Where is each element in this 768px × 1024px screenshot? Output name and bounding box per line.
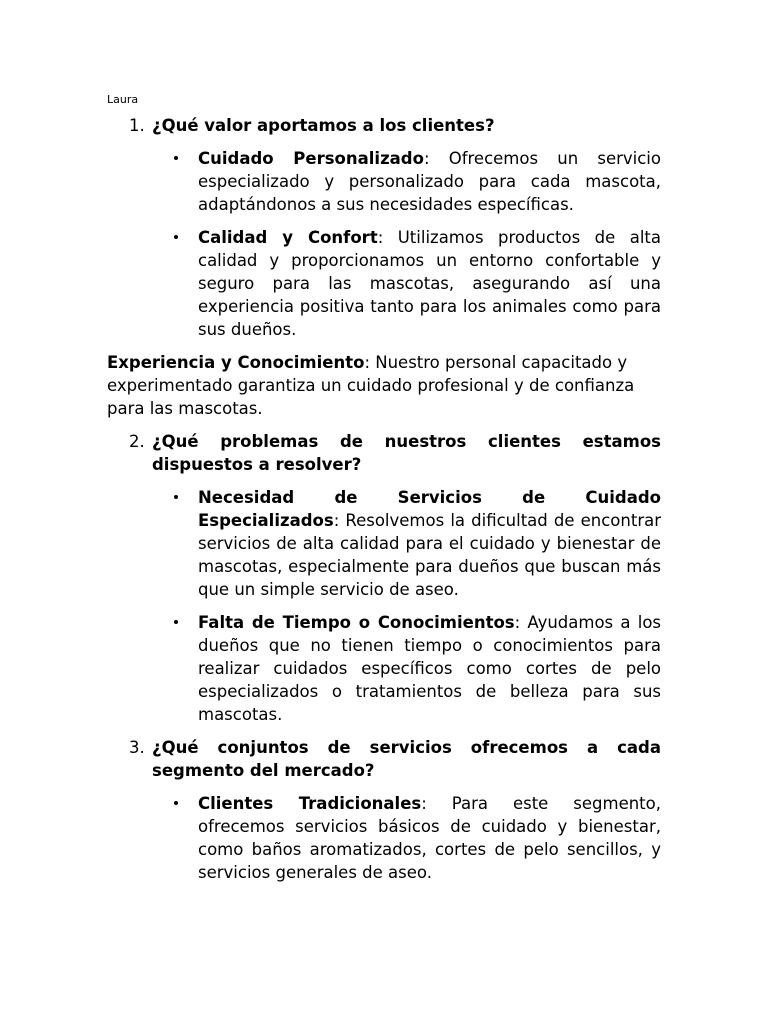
bullet-list bbox=[107, 147, 661, 341]
bullet-title: Cuidado Personalizado bbox=[198, 149, 424, 168]
document-page bbox=[107, 92, 661, 894]
paragraph bbox=[107, 351, 661, 420]
author-name: Laura bbox=[107, 93, 139, 106]
bullet-icon bbox=[107, 611, 198, 726]
bullet-icon bbox=[107, 792, 198, 884]
question-text: ¿Qué problemas de nuestros clientes estamos dispuestos a resolver? bbox=[152, 432, 661, 474]
bullet-text: : Resolvemos la dificultad de encontrar servicios de alta calidad para el cuidado y bienestar de mascotas, especialmente para dueños que buscan más que un simple servicio de aseo. bbox=[198, 511, 661, 599]
list-item bbox=[107, 147, 661, 216]
bullet-icon bbox=[107, 486, 198, 601]
question-number: 2. bbox=[129, 432, 145, 451]
bullet-title: Necesidad de Servicios de Cuidado Especializados bbox=[198, 488, 661, 530]
list-item bbox=[107, 486, 661, 601]
list-item bbox=[107, 611, 661, 726]
bullet-text: : Utilizamos productos de alta calidad y proporcionamos un entorno confortable y seguro para las mascotas, asegurando así una experiencia positiva tanto para los animales como para sus dueños. bbox=[198, 228, 661, 339]
list-item bbox=[107, 226, 661, 341]
bullet-icon bbox=[107, 147, 198, 216]
bullet-icon bbox=[107, 226, 198, 341]
question-text: ¿Qué valor aportamos a los clientes? bbox=[152, 116, 495, 135]
question-3 bbox=[107, 736, 661, 782]
bullet-list bbox=[107, 486, 661, 726]
bullet-text: : Ayudamos a los dueños que no tienen tiempo o conocimientos para realizar cuidados específicos como cortes de pelo especializados o tratamientos de belleza para sus mascotas. bbox=[198, 613, 662, 724]
paragraph-title: Experiencia y Conocimiento bbox=[107, 353, 365, 372]
question-2 bbox=[107, 430, 661, 476]
bullet-text: : Para este segmento, ofrecemos servicios básicos de cuidado y bienestar, como baños aromatizados, cortes de pelo sencillos, y servicios generales de aseo. bbox=[198, 794, 661, 882]
bullet-list bbox=[107, 792, 661, 884]
paragraph-text: : Nuestro personal capacitado y experimentado garantiza un cuidado profesional y de confianza para las mascotas. bbox=[107, 353, 635, 418]
question-number: 3. bbox=[129, 738, 145, 757]
question-1 bbox=[107, 114, 661, 137]
list-item bbox=[107, 792, 661, 884]
bullet-text: : Ofrecemos un servicio especializado y personalizado para cada mascota, adaptándonos a sus necesidades específicas. bbox=[198, 149, 661, 214]
bullet-title: Falta de Tiempo o Conocimientos bbox=[198, 613, 515, 632]
bullet-title: Calidad y Confort bbox=[198, 228, 378, 247]
question-text: ¿Qué conjuntos de servicios ofrecemos a cada segmento del mercado? bbox=[152, 738, 661, 780]
question-number: 1. bbox=[129, 116, 145, 135]
bullet-title: Clientes Tradicionales bbox=[198, 794, 422, 813]
